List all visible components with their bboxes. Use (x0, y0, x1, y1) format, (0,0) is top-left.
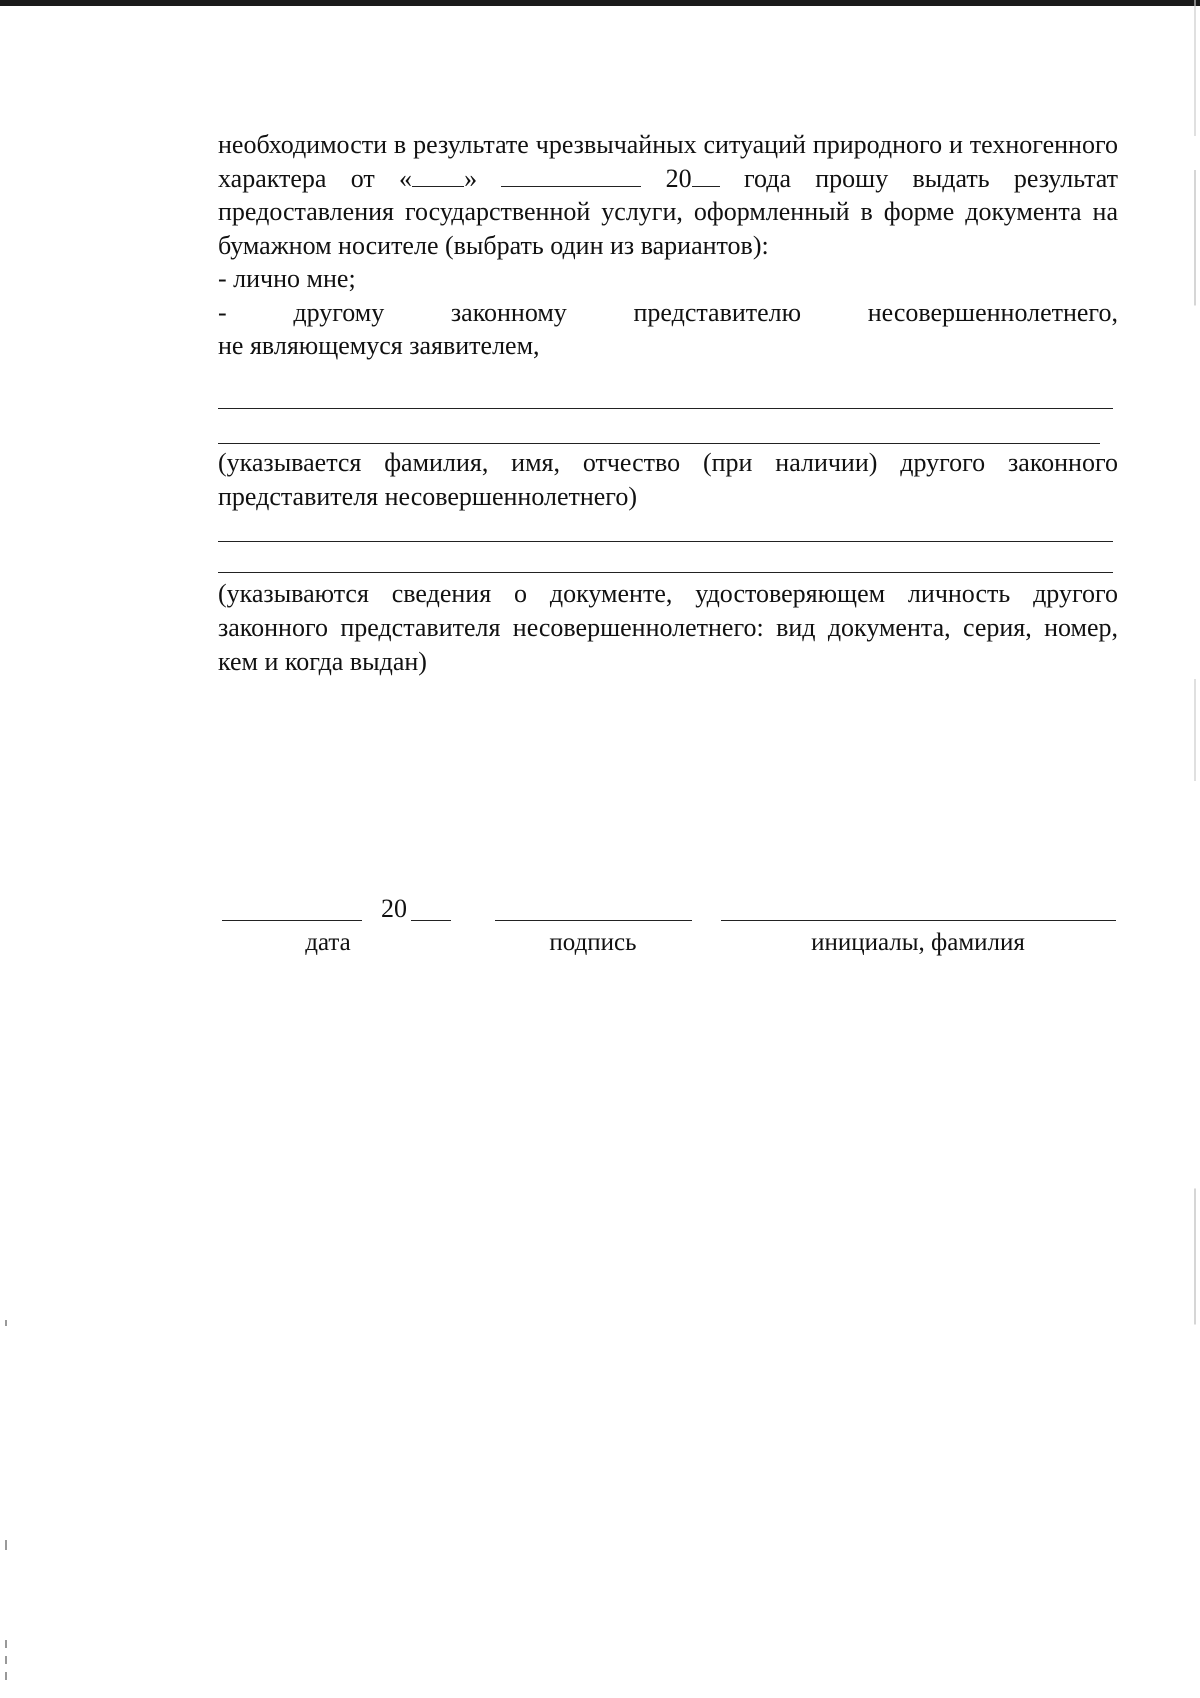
option-word: законному (450, 297, 567, 327)
year-prefix: 20 (665, 163, 692, 193)
scan-top-edge (0, 0, 1200, 6)
representative-name-line-1[interactable] (218, 408, 1113, 409)
day-blank[interactable] (412, 164, 464, 187)
request-paragraph (218, 128, 1118, 262)
request-text-end: года прошу выдать результат предоставления государственной услуги, оформленный в форме документа на бумажном носителе (выбрать один из вариантов): (218, 163, 1119, 260)
day-close-quote: » (464, 163, 478, 193)
option-word: - (218, 297, 227, 327)
scan-speck (5, 1540, 7, 1550)
scan-speck (5, 1320, 7, 1326)
identity-document-caption: (указываются сведения о документе, удостоверяющем личность другого законного представителя несовершеннолетнего: вид документа, серия, номер, кем и когда выдан) (218, 579, 1118, 676)
option-other-representative (218, 296, 1118, 330)
identity-document-line-1[interactable] (218, 541, 1113, 542)
option-personally: - лично мне; (218, 264, 356, 293)
signature-blank[interactable] (495, 920, 692, 921)
signature-year-prefix: 20 (381, 894, 407, 923)
signature-label: подпись (549, 929, 637, 956)
form-body (218, 128, 1118, 363)
identity-document-line-2[interactable] (218, 572, 1113, 573)
option-word: представителю (633, 297, 802, 327)
scan-right-edge (1194, 0, 1196, 1698)
option-word: несовершеннолетнего, (867, 297, 1118, 327)
scan-speck (5, 1640, 7, 1680)
representative-name-caption: (указывается фамилия, имя, отчество (при наличии) другого законного представителя несовершеннолетнего) (218, 448, 1118, 511)
representative-name-line-2[interactable] (218, 443, 1100, 444)
option-word: другому (293, 297, 385, 327)
initials-surname-blank[interactable] (721, 920, 1116, 921)
month-blank[interactable] (501, 164, 641, 187)
option-other-representative-cont: не являющемуся заявителем, (218, 331, 540, 360)
year-blank[interactable] (692, 164, 720, 187)
signature-year-blank[interactable] (411, 920, 451, 921)
request-text-start: необходимости в результате чрезвычайных ситуаций природного и техногенного характера от « (218, 130, 1118, 193)
initials-surname-label: инициалы, фамилия (811, 929, 1025, 956)
date-blank[interactable] (222, 920, 362, 921)
date-label: дата (305, 929, 351, 956)
signature-block (218, 890, 1118, 970)
